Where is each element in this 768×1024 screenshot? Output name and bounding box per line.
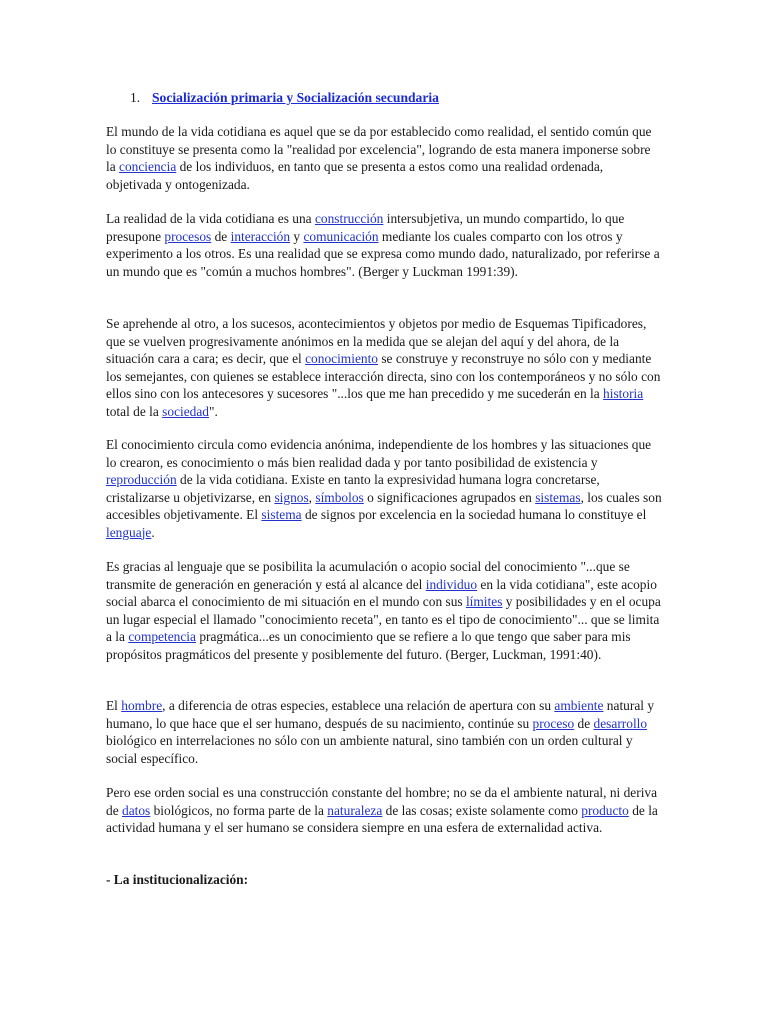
paragraph-text: natural y humano, lo que hace que el ser humano, después de su nacimiento, continúe su	[106, 698, 655, 731]
inline-link[interactable]: comunicación	[303, 228, 379, 244]
paragraph-text: de los individuos, en tanto que se presenta a estos como una realidad ordenada, objetivada y ontogenizada.	[106, 159, 604, 192]
inline-link[interactable]: desarrollo	[593, 715, 648, 731]
inline-link[interactable]: competencia	[128, 629, 196, 644]
inline-link[interactable]: procesos	[164, 228, 212, 244]
inline-link[interactable]: historia	[603, 386, 644, 401]
paragraph-7	[106, 784, 662, 837]
list-number: 1.	[130, 90, 141, 105]
paragraph-1	[106, 123, 662, 193]
paragraph-text: y posibilidades y en el ocupa un lugar especial el llamado "conocimiento receta", en tanto es el tipo de conocimiento"... que se limita a la	[106, 594, 661, 644]
inline-link[interactable]: naturaleza	[327, 802, 383, 818]
paragraph-text: Es gracias al lenguaje que se posibilita la acumulación o acopio social del conocimiento "...que se transmite de generación en generación y está al alcance del	[106, 559, 630, 592]
paragraph-text: Pero ese orden social es una construcción constante del hombre; no se da el ambiente natural, ni deriva de	[106, 785, 658, 818]
inline-link[interactable]: hombre	[121, 698, 163, 713]
paragraph-text: en la vida cotidiana", este acopio social abarca el conocimiento de mi situación en el mundo con sus	[106, 576, 657, 609]
paragraph-text: ,	[308, 489, 316, 505]
paragraph-text: biológicos, no forma parte de la	[150, 802, 328, 818]
paragraph-5	[106, 558, 662, 663]
paragraph-text: , los cuales son accesibles objetivamente. El	[106, 489, 662, 522]
section-title-link[interactable]: Socialización primaria y Socialización secundaria	[152, 90, 439, 105]
paragraph-text: total de la	[106, 403, 163, 419]
inline-link[interactable]: datos	[122, 802, 151, 818]
paragraph-text: La realidad de la vida cotidiana es una	[106, 211, 315, 226]
paragraph-text: de la actividad humana y el ser humano se considera siempre en una esfera de externalidad activa.	[106, 802, 658, 835]
inline-link[interactable]: sociedad	[162, 403, 210, 419]
paragraph-text: ".	[209, 403, 218, 419]
paragraph-text: biológico en interrelaciones no sólo con un ambiente natural, sino también con un orden cultural y social específico.	[106, 733, 633, 766]
paragraph-text: de	[211, 228, 231, 244]
paragraph-text: pragmática...es un conocimiento que se refiere a lo que tengo que saber para mis propósitos pragmáticos del presente y posiblemente del futuro. (Berger, Luckman, 1991:40).	[106, 629, 631, 662]
inline-link[interactable]: sistemas	[535, 489, 581, 505]
paragraph-4	[106, 436, 662, 541]
inline-link[interactable]: lenguaje	[106, 524, 152, 540]
paragraph-text: El conocimiento circula como evidencia anónima, independiente de los hombres y las situaciones que lo crearon, es conocimiento o más bien realidad dada y por tanto posibilidad de existencia y	[106, 437, 652, 470]
inline-link[interactable]: símbolos	[315, 489, 364, 505]
section-heading	[130, 89, 439, 107]
inline-link[interactable]: signos	[274, 489, 309, 505]
paragraph-2	[106, 210, 662, 280]
subheading-institucionalizacion: - La institucionalización:	[106, 872, 249, 887]
inline-link[interactable]: sistema	[261, 507, 302, 522]
paragraph-text: Se aprehende al otro, a los sucesos, acontecimientos y objetos por medio de Esquemas Tipificadores, que se vuelven progresivamente anónimos en la medida que se alejan del aquí y del ahora, de la situación cara a cara; es decir, que el	[106, 316, 647, 366]
inline-link[interactable]: producto	[581, 802, 629, 818]
paragraph-3	[106, 315, 662, 420]
inline-link[interactable]: construcción	[314, 211, 384, 226]
paragraph-text: se construye y reconstruye no sólo con y mediante los semejantes, con quienes se establece interacción directa, sino con los contemporáneos y no sólo con ellos sino con los antecesores y sucesores "...los que me han precedido y me sucederán en la	[106, 351, 661, 401]
paragraph-text: El mundo de la vida cotidiana es aquel que se da por establecido como realidad, el sentido común que lo constituye se presenta como la "realidad por excelencia", logrando de esta manera imponerse sobre la	[106, 124, 652, 174]
paragraph-6	[106, 697, 662, 767]
paragraph-text: de signos por excelencia en la sociedad humana lo constituye el	[301, 507, 647, 522]
paragraph-text: , a diferencia de otras especies, establece una relación de apertura con su	[162, 698, 555, 713]
inline-link[interactable]: individuo	[425, 576, 478, 592]
paragraph-text: .	[151, 524, 155, 540]
inline-link[interactable]: ambiente	[554, 698, 604, 713]
inline-link[interactable]: reproducción	[106, 472, 177, 487]
inline-link[interactable]: límites	[465, 594, 503, 609]
paragraph-text: de la vida cotidiana. Existe en tanto la expresividad humana logra concretarse, cristalizarse u objetivizarse, en	[106, 472, 600, 505]
paragraph-text: o significaciones agrupados en	[363, 489, 536, 505]
inline-link[interactable]: interacción	[230, 228, 291, 244]
inline-link[interactable]: proceso	[532, 715, 575, 731]
inline-link[interactable]: conocimiento	[305, 351, 378, 366]
paragraph-text: mediante los cuales comparto con los otros y experimento a los otros. Es una realidad que se expresa como mundo dado, naturalizado, por referirse a un mundo que es "común a muchos hombres". (Berger y Luckman 1991:39).	[106, 228, 660, 279]
paragraph-text: de las cosas; existe solamente como	[382, 802, 582, 818]
paragraph-text: y	[290, 228, 304, 244]
paragraph-text: intersubjetiva, un mundo compartido, lo que presupone	[106, 211, 625, 244]
inline-link[interactable]: conciencia	[119, 159, 177, 174]
paragraph-text: El	[106, 698, 122, 713]
paragraph-text: de	[574, 715, 594, 731]
